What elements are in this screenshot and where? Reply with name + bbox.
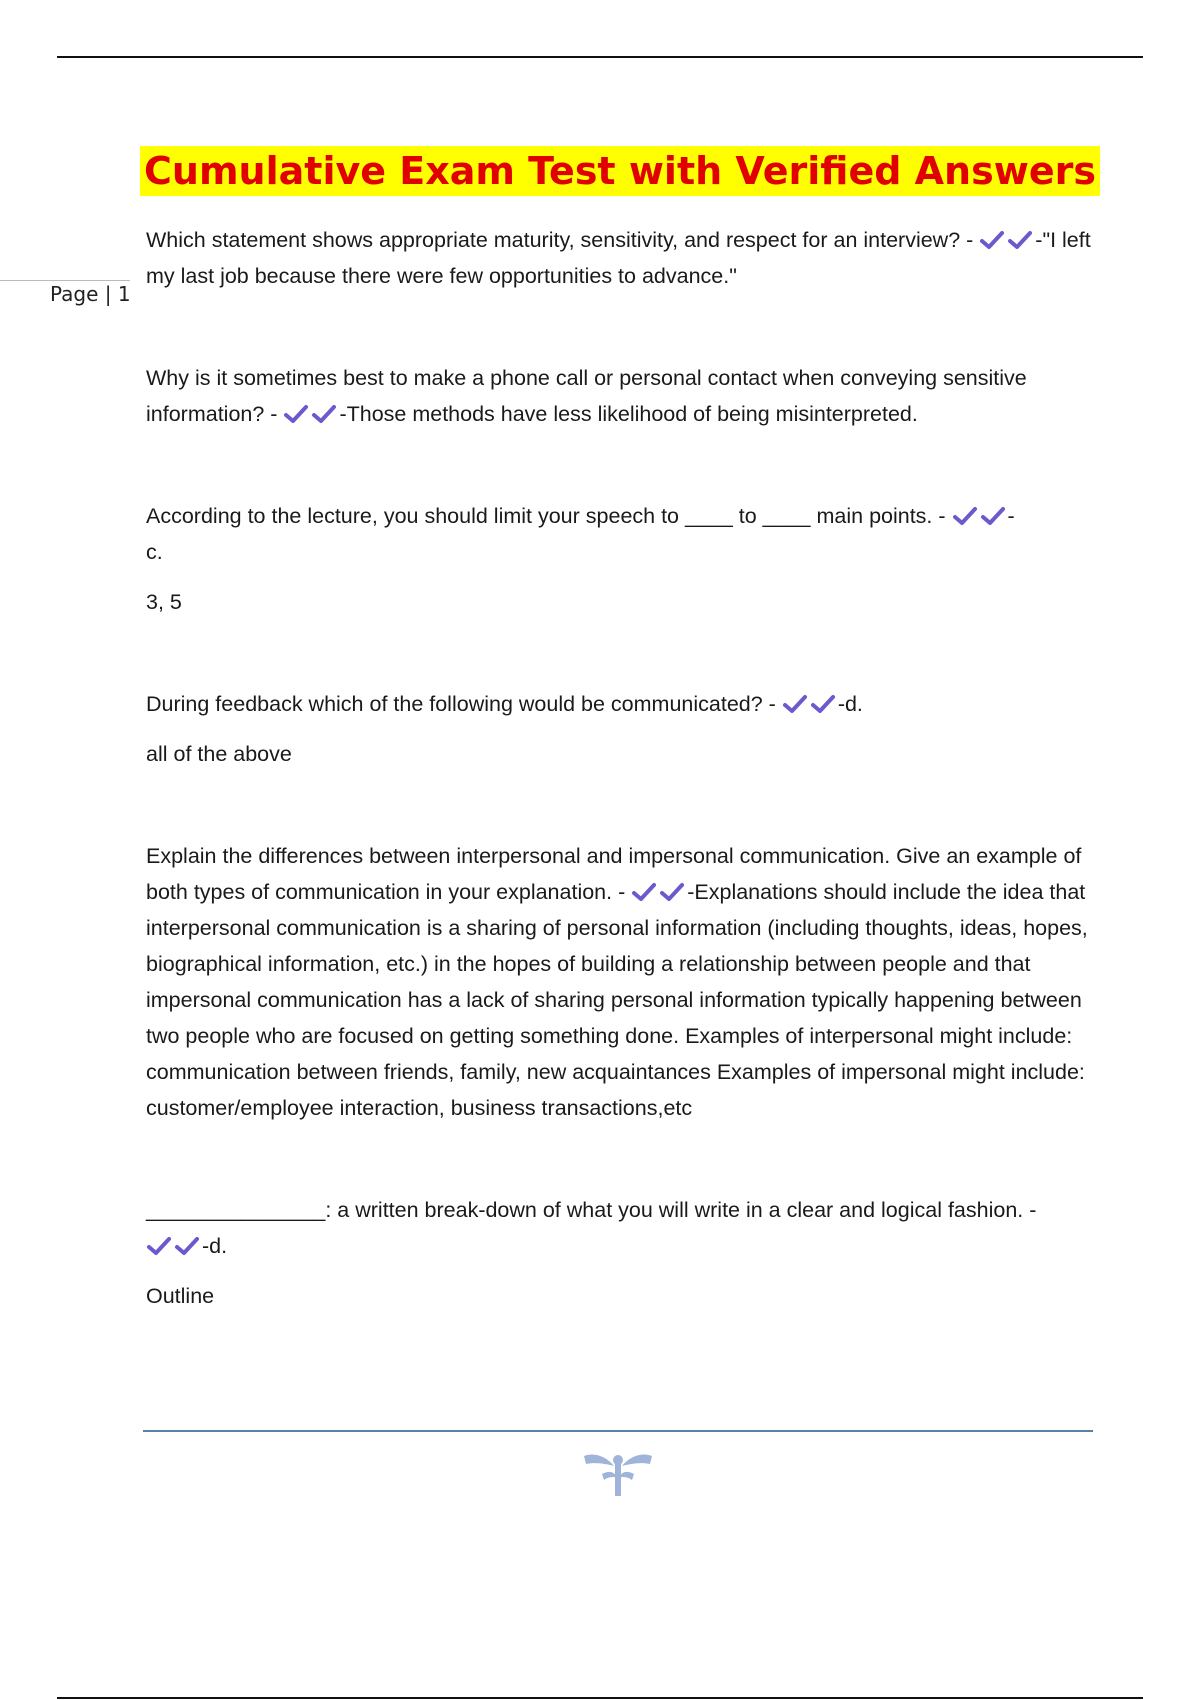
qa-text (146, 360, 1091, 432)
check-icon (283, 403, 309, 425)
check-icon (311, 403, 337, 425)
answer-value: 3, 5 (146, 590, 182, 614)
check-icon (980, 505, 1006, 527)
check-icon (659, 881, 685, 903)
answer-text: - (1007, 504, 1015, 528)
qa-item (146, 1192, 1091, 1314)
page-number: Page | 1 (50, 282, 131, 306)
check-icon (782, 693, 808, 715)
verified-checks (979, 228, 1035, 252)
qa-item (146, 360, 1091, 432)
question-text: _______________: a written break-down of what you will write in a clear and logical fashion. - (146, 1198, 1037, 1222)
verified-checks (782, 692, 838, 716)
header-rule (57, 56, 1143, 58)
qa-item (146, 838, 1091, 1126)
answer-text: -Explanations should include the idea that interpersonal communication is a sharing of personal information (including thoughts, ideas, hopes, biographical information, etc.) in the hopes of building a relationship between people and that impersonal communication has a lack of sharing personal information typically happening between two people who are focused on getting something done. Examples of interpersonal might include: communication between friends, family, new acquaintances Examples of impersonal might include: customer/employee interaction, business transactions,etc (146, 880, 1088, 1120)
qa-item (146, 222, 1091, 294)
check-icon (810, 693, 836, 715)
check-icon (1007, 229, 1033, 251)
answer-continuation: c. (146, 540, 163, 564)
answer-text: -"I left my last job because there were few opportunities to advance." (146, 228, 1091, 288)
answer-value: all of the above (146, 742, 292, 766)
qa-item (146, 498, 1091, 620)
qa-text (146, 222, 1091, 294)
check-icon (631, 881, 657, 903)
verified-checks (952, 504, 1008, 528)
verified-checks (283, 402, 339, 426)
question-text: During feedback which of the following would be communicated? - (146, 692, 776, 716)
page-title: Cumulative Exam Test with Verified Answers (140, 146, 1100, 196)
page-number-rule (0, 280, 130, 281)
qa-item (146, 686, 1091, 772)
page-bottom-rule (57, 1697, 1143, 1699)
question-text: Explain the differences between interpersonal and impersonal communication. Give an example of both types of communication in your explanation. - (146, 844, 1082, 904)
qa-text (146, 498, 1091, 570)
answer-text: -Those methods have less likelihood of being misinterpreted. (339, 402, 918, 426)
title-container (0, 146, 1200, 196)
check-icon (174, 1235, 200, 1257)
question-text: According to the lecture, you should limit your speech to ____ to ____ main points. - (146, 504, 946, 528)
check-icon (146, 1235, 172, 1257)
verified-checks (631, 880, 687, 904)
qa-list (146, 222, 1091, 1314)
question-text: Which statement shows appropriate maturity, sensitivity, and respect for an interview? - (146, 228, 974, 252)
qa-text (146, 838, 1091, 1126)
verified-checks (146, 1234, 202, 1258)
fleur-logo-icon (580, 1446, 656, 1500)
qa-text (146, 686, 1091, 722)
qa-text (146, 1192, 1091, 1264)
question-text: Why is it sometimes best to make a phone call or personal contact when conveying sensitive information? - (146, 366, 1027, 426)
footer-rule (143, 1430, 1093, 1432)
answer-text: -d. (202, 1234, 228, 1258)
answer-value: Outline (146, 1284, 215, 1308)
answer-text: -d. (837, 692, 863, 716)
check-icon (979, 229, 1005, 251)
check-icon (952, 505, 978, 527)
